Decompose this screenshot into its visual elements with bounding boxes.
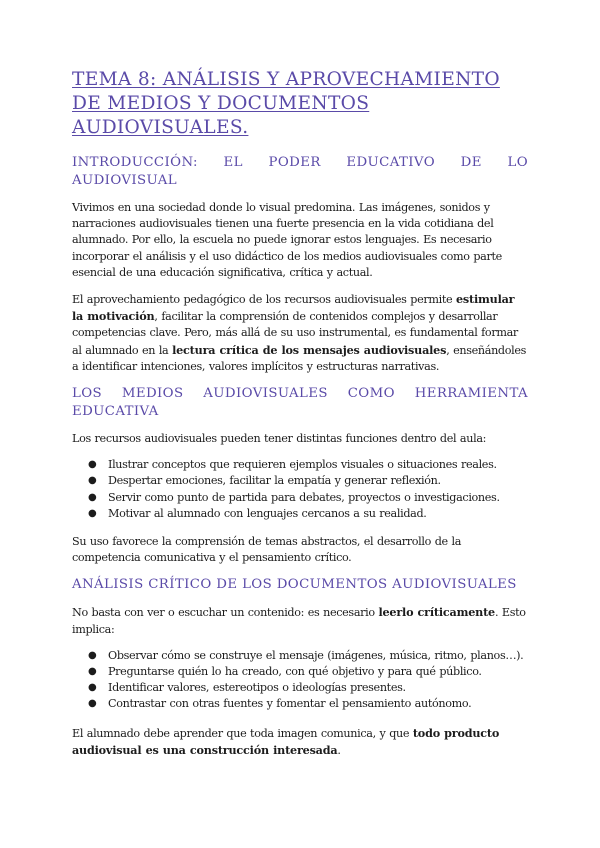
paragraph: Vivimos en una sociedad donde lo visual predomina. Las imágenes, sonidos y narraciones audiovisuales tienen una fuerte presencia en la vida cotidiana del alumnado. Por ello, la escuela no puede ignorar estos lenguajes. Es necesario incorporar el análisis y el uso didáctico de los medios audiovisuales como parte esencial de una educación significativa, crítica y actual. bbox=[72, 201, 502, 279]
list-item-text: Despertar emociones, facilitar la empatía y generar reflexión. bbox=[108, 474, 441, 488]
list-item bbox=[88, 490, 528, 506]
paragraph: Los recursos audiovisuales pueden tener distintas funciones dentro del aula: bbox=[72, 432, 487, 446]
text-run: . bbox=[337, 743, 341, 757]
list-item-text: Motivar al alumnado con lenguajes cercanos a su realidad. bbox=[108, 506, 427, 520]
bullet-icon: ● bbox=[88, 475, 97, 487]
section-heading-introduccion bbox=[72, 154, 528, 190]
bullet-icon: ● bbox=[88, 649, 97, 661]
list-item bbox=[88, 473, 528, 489]
bullet-icon: ● bbox=[88, 459, 97, 471]
bullet-icon: ● bbox=[88, 491, 97, 503]
list-item-text: Preguntarse quién lo ha creado, con qué objetivo y para qué público. bbox=[108, 665, 482, 679]
bullet-list bbox=[72, 457, 528, 522]
paragraph bbox=[72, 291, 528, 375]
section-heading-medios bbox=[72, 385, 528, 421]
bullet-icon: ● bbox=[88, 698, 97, 710]
bold-run: lectura crítica de los mensajes audiovisuales bbox=[172, 342, 447, 357]
text-run: , enseñándoles a identificar intenciones, valores implícitos y estructuras narrativas. bbox=[72, 343, 527, 373]
section-heading-line2: EDUCATIVA bbox=[72, 404, 159, 420]
paragraph bbox=[72, 604, 528, 637]
bullet-icon: ● bbox=[88, 682, 97, 694]
bullet-icon: ● bbox=[88, 666, 97, 678]
document-title: TEMA 8: ANÁLISIS Y APROVECHAMIENTO DE MEDIOS Y DOCUMENTOS AUDIOVISUALES. bbox=[72, 69, 500, 138]
paragraph: Su uso favorece la comprensión de temas abstractos, el desarrollo de la competencia comunicativa y el pensamiento crítico. bbox=[72, 535, 462, 565]
list-item bbox=[88, 664, 528, 680]
bold-run: leerlo críticamente bbox=[378, 605, 495, 620]
text-run: No basta con ver o escuchar un contenido: es necesario bbox=[72, 606, 379, 620]
bullet-list bbox=[72, 648, 528, 713]
text-run: , facilitar la comprensión de contenidos complejos y desarrollar competencias clave. Pero, más allá de su uso instrumental, es fundamental formar al alumnado en la bbox=[72, 310, 518, 357]
section-heading-line1: LOS MEDIOS AUDIOVISUALES COMO HERRAMIENTA bbox=[72, 386, 528, 402]
section-heading-line2: AUDIOVISUAL bbox=[72, 173, 177, 188]
bullet-icon: ● bbox=[88, 507, 97, 519]
list-item-text: Servir como punto de partida para debates, proyectos o investigaciones. bbox=[108, 490, 500, 504]
list-item bbox=[88, 648, 528, 664]
list-item-text: Ilustrar conceptos que requieren ejemplos visuales o situaciones reales. bbox=[108, 458, 497, 472]
text-run: El alumnado debe aprender que toda imagen comunica, y que bbox=[72, 726, 413, 740]
section-heading-line1: INTRODUCCIÓN: EL PODER EDUCATIVO DE LO bbox=[72, 155, 528, 170]
list-item-text: Contrastar con otras fuentes y fomentar el pensamiento autónomo. bbox=[108, 697, 472, 711]
list-item bbox=[88, 506, 528, 522]
text-run: . Esto implica: bbox=[72, 606, 526, 636]
paragraph bbox=[72, 725, 528, 759]
list-item bbox=[88, 680, 528, 696]
bold-run: estimular la motivación bbox=[72, 292, 515, 324]
text-run: El aprovechamiento pedagógico de los recursos audiovisuales permite bbox=[72, 293, 456, 307]
list-item bbox=[88, 457, 528, 473]
list-item-text: Identificar valores, estereotipos o ideologías presentes. bbox=[108, 681, 406, 695]
list-item-text: Observar cómo se construye el mensaje (imágenes, música, ritmo, planos…). bbox=[108, 648, 524, 662]
bold-run: todo producto audiovisual es una construcción interesada bbox=[72, 725, 500, 757]
section-heading-analisis: ANÁLISIS CRÍTICO DE LOS DOCUMENTOS AUDIOVISUALES bbox=[72, 577, 517, 593]
list-item bbox=[88, 696, 528, 712]
